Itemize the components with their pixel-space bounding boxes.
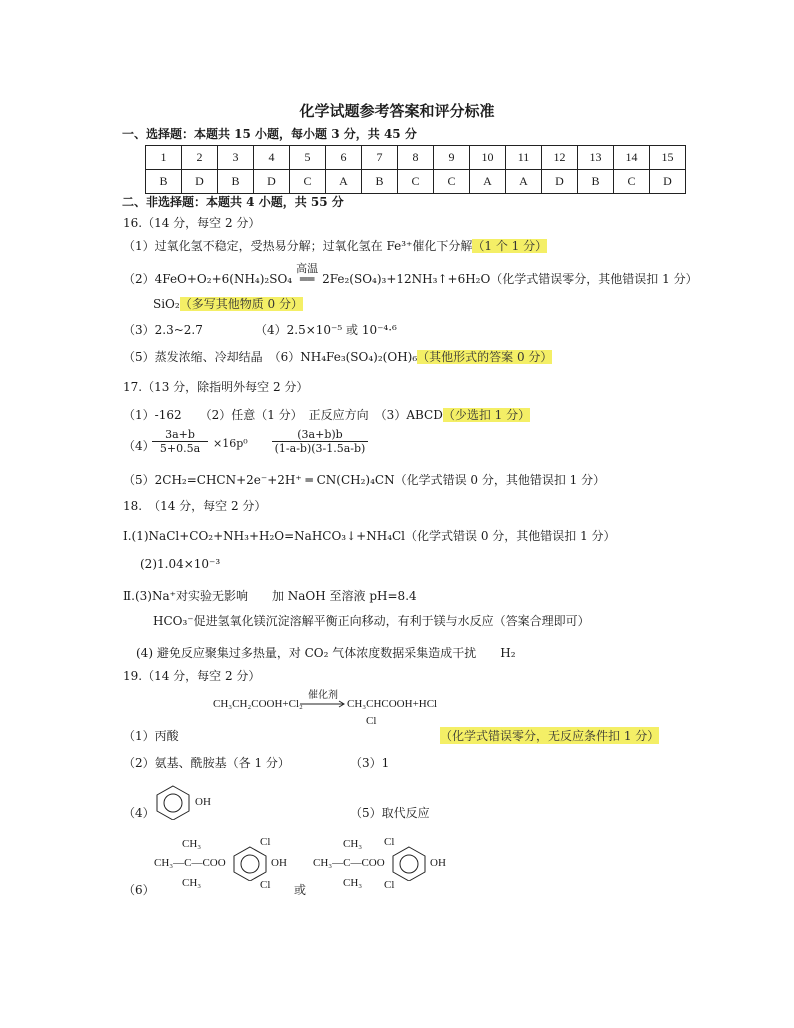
q17-fraction-1 xyxy=(152,428,208,455)
q16-answer-2: （2）4FeO+O₂+6(NH₄)₂SO₄ 高温 ══ 2Fe₂(SO₄)₃+12NH₃↑+6H₂O（化学式错误零分，其他错误扣 1 分） xyxy=(123,262,698,286)
struct1-cl-top: Cl xyxy=(260,836,271,848)
struct2-oh: OH xyxy=(430,857,446,869)
phenol-benzene-ring-icon xyxy=(153,784,193,820)
answer-cell: C xyxy=(290,170,326,194)
question-number-cell: 15 xyxy=(650,146,686,170)
q16-answer-6-note: （其他形式的答案 0 分） xyxy=(417,350,553,364)
struct2-cl-bottom: Cl xyxy=(384,879,395,891)
q19-answer-1: （1）丙酸 xyxy=(123,729,179,743)
question-number-cell: 7 xyxy=(362,146,398,170)
q17-answer-1-3-text: （1）-162 （2）任意（1 分） 正反应方向 （3）ABCD xyxy=(123,408,443,422)
answer-cell: B xyxy=(218,170,254,194)
q16-header: 16.（14 分，每空 2 分） xyxy=(123,216,261,230)
q19-answer-5: （5）取代反应 xyxy=(350,806,430,820)
struct1-cl-bottom: Cl xyxy=(260,879,271,891)
question-number-cell: 8 xyxy=(398,146,434,170)
answer-cell: D xyxy=(542,170,578,194)
answer-cell: A xyxy=(470,170,506,194)
question-number-cell: 13 xyxy=(578,146,614,170)
answer-table-answer-row xyxy=(146,170,686,194)
q18-answer-3b: HCO₃⁻促进氢氧化镁沉淀溶解平衡正向移动，有利于镁与水反应（答案合理即可） xyxy=(153,614,590,628)
q19-phenol-oh: OH xyxy=(195,796,211,808)
q19-answer-4-label: （4） xyxy=(123,806,155,820)
q16-sio2-note: （多写其他物质 0 分） xyxy=(179,297,303,311)
q17-answer-5: （5）2CH₂=CHCN+2e⁻+2H⁺ ═ CN(CH₂)₄CN（化学式错误 0 分，其他错误扣 1 分） xyxy=(123,473,606,487)
q16-answer-5-6 xyxy=(123,348,552,365)
question-number-cell: 4 xyxy=(254,146,290,170)
q18-answer-4: (4) 避免反应聚集过多热量，对 CO₂ 气体浓度数据采集造成干扰 H₂ xyxy=(136,646,516,660)
q19-equation-arrow xyxy=(300,700,346,708)
answer-cell: D xyxy=(182,170,218,194)
answer-table-number-row xyxy=(146,146,686,170)
q18-answer-3: Ⅱ.(3)Na⁺对实验无影响 加 NaOH 至溶液 pH=8.4 xyxy=(123,589,417,603)
section1-heading: 一、选择题：本题共 15 小题，每小题 3 分，共 45 分 xyxy=(122,127,417,141)
q16-answer-2-sio2 xyxy=(153,295,303,312)
q16-answer-2-condition: 高温 xyxy=(296,262,319,275)
q16-sio2-text: SiO₂ xyxy=(153,297,180,311)
q17-fraction-2-numerator: (3a+b)b xyxy=(272,428,368,442)
q19-answer-1-note: （化学式错误零分，无反应条件扣 1 分） xyxy=(440,729,660,743)
answer-cell: A xyxy=(326,170,362,194)
struct2-ch3-top: CH₃ xyxy=(343,838,363,850)
struct1-ch3-top: CH₃ xyxy=(182,838,202,850)
answer-cell: B xyxy=(146,170,182,194)
q16-answer-4: （4）2.5×10⁻⁵ 或 10⁻⁴·⁶ xyxy=(255,323,397,337)
q19-header: 19.（14 分，每空 2 分） xyxy=(123,669,261,683)
answer-cell: C xyxy=(398,170,434,194)
struct2-benzene-ring-icon xyxy=(389,845,429,881)
q17-answer-4-label: （4） xyxy=(123,439,155,453)
q19-answer-6-or: 或 xyxy=(294,883,307,897)
q17-header: 17.（13 分，除指明外每空 2 分） xyxy=(123,380,309,394)
q16-answer-2-reactants: （2）4FeO+O₂+6(NH₄)₂SO₄ xyxy=(123,272,293,286)
question-number-cell: 6 xyxy=(326,146,362,170)
question-number-cell: 5 xyxy=(290,146,326,170)
q17-fraction-1-denominator: 5+0.5a xyxy=(159,442,201,455)
answer-table xyxy=(145,145,686,194)
q19-answer-3: （3）1 xyxy=(350,756,390,770)
q19-equation-cl: Cl xyxy=(366,715,377,727)
struct2-ch3-bottom: CH₃ xyxy=(343,877,363,889)
q16-answer-1-text: （1）过氧化氢不稳定，受热易分解；过氧化氢在 Fe³⁺催化下分解 xyxy=(123,239,473,253)
q19-equation-left: CH₃CH₂COOH+Cl₂ xyxy=(213,698,303,710)
q18-answer-2: (2)1.04×10⁻³ xyxy=(140,557,221,571)
question-number-cell: 3 xyxy=(218,146,254,170)
answer-cell: D xyxy=(650,170,686,194)
struct1-ch3-bottom: CH₃ xyxy=(182,877,202,889)
struct2-cl-top: Cl xyxy=(384,836,395,848)
q19-answer-6-label: （6） xyxy=(123,883,155,897)
question-number-cell: 10 xyxy=(470,146,506,170)
question-number-cell: 2 xyxy=(182,146,218,170)
q18-answer-1: Ⅰ.(1)NaCl+CO₂+NH₃+H₂O=NaHCO₃↓+NH₄Cl（化学式错误 0 分，其他错误扣 1 分） xyxy=(123,529,616,543)
section2-heading: 二、非选择题：本题共 4 小题，共 55 分 xyxy=(122,195,344,209)
answer-cell: A xyxy=(506,170,542,194)
struct1-oh: OH xyxy=(271,857,287,869)
struct1-main-chain: CH₃—C—COO xyxy=(154,857,226,869)
q17-fraction-1-suffix: ×16p⁰ xyxy=(213,437,248,450)
q17-answer-3-note: （少选扣 1 分） xyxy=(442,408,531,422)
q16-answer-2-products: 2Fe₂(SO₄)₃+12NH₃↑+6H₂O（化学式错误零分，其他错误扣 1 分） xyxy=(322,272,698,286)
q16-answer-5-6-text: （5）蒸发浓缩、冷却结晶 （6）NH₄Fe₃(SO₄)₂(OH)₆ xyxy=(123,350,418,364)
q16-answer-3: （3）2.3~2.7 xyxy=(123,323,203,337)
q19-equation-catalyst: 催化剂 xyxy=(308,690,338,701)
q17-fraction-2-denominator: (1-a-b)(3-1.5a-b) xyxy=(274,442,366,455)
page-title: 化学试题参考答案和评分标准 xyxy=(299,102,495,120)
q17-answer-1-3 xyxy=(123,406,530,423)
answer-cell: C xyxy=(614,170,650,194)
q17-fraction-1-numerator: 3a+b xyxy=(152,428,208,442)
struct1-benzene-ring-icon xyxy=(230,845,270,881)
answer-cell: B xyxy=(578,170,614,194)
question-number-cell: 1 xyxy=(146,146,182,170)
question-number-cell: 12 xyxy=(542,146,578,170)
question-number-cell: 9 xyxy=(434,146,470,170)
question-number-cell: 11 xyxy=(506,146,542,170)
q17-fraction-2 xyxy=(272,428,368,455)
q19-equation-right: CH₃CHCOOH+HCl xyxy=(347,698,438,710)
answer-cell: B xyxy=(362,170,398,194)
q19-answer-2: （2）氨基、酰胺基（各 1 分） xyxy=(123,756,290,770)
answer-cell: C xyxy=(434,170,470,194)
struct2-main-chain: CH₃—C—COO xyxy=(313,857,385,869)
q16-answer-1 xyxy=(123,237,547,254)
answer-cell: D xyxy=(254,170,290,194)
q16-answer-1-note: （1 个 1 分） xyxy=(472,239,548,253)
question-number-cell: 14 xyxy=(614,146,650,170)
q18-header: 18. （14 分，每空 2 分） xyxy=(123,499,267,513)
